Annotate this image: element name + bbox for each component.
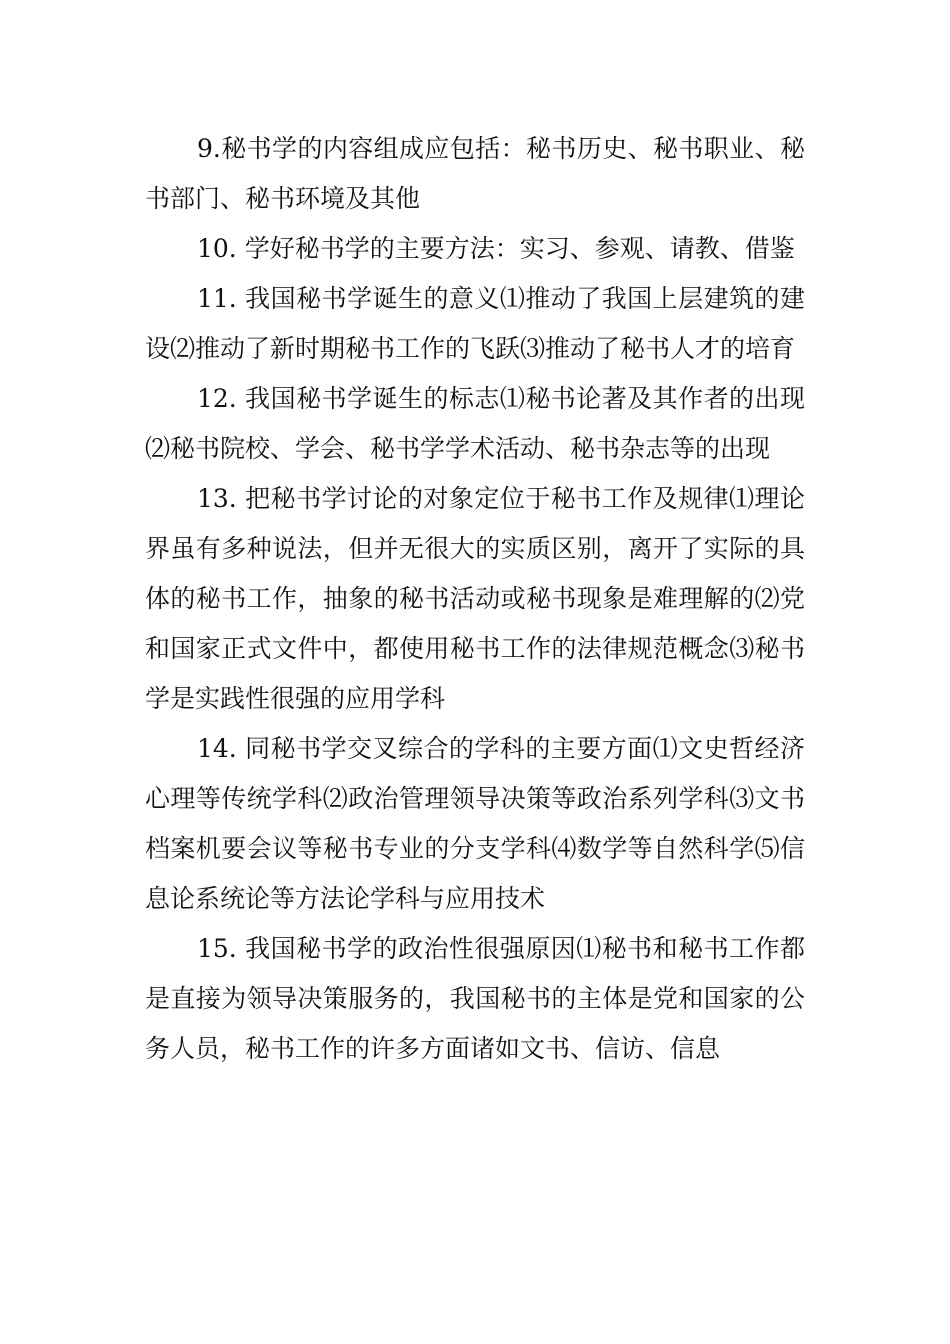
paragraph-12: 12. 我国秘书学诞生的标志⑴秘书论著及其作者的出现⑵秘书院校、学会、秘书学学术活动、秘书杂志等的出现 bbox=[145, 384, 805, 463]
paragraph-10: 10. 学好秘书学的主要方法：实习、参观、请教、借鉴 bbox=[197, 234, 795, 263]
document-body bbox=[145, 124, 805, 1074]
paragraph-15: 15. 我国秘书学的政治性很强原因⑴秘书和秘书工作都是直接为领导决策服务的，我国秘书的主体是党和国家的公务人员，秘书工作的许多方面诸如文书、信访、信息 bbox=[145, 934, 805, 1063]
paragraph-11: 11. 我国秘书学诞生的意义⑴推动了我国上层建筑的建设⑵推动了新时期秘书工作的飞跃⑶推动了秘书人才的培育 bbox=[145, 284, 805, 363]
paragraph-13: 13. 把秘书学讨论的对象定位于秘书工作及规律⑴理论界虽有多种说法，但并无很大的实质区别，离开了实际的具体的秘书工作，抽象的秘书活动或秘书现象是难理解的⑵党和国家正式文件中，都使用秘书工作的法律规范概念⑶秘书学是实践性很强的应用学科 bbox=[145, 484, 805, 713]
paragraph-9: 9.秘书学的内容组成应包括：秘书历史、秘书职业、秘书部门、秘书环境及其他 bbox=[145, 134, 805, 213]
paragraph-14: 14. 同秘书学交叉综合的学科的主要方面⑴文史哲经济心理等传统学科⑵政治管理领导决策等政治系列学科⑶文书档案机要会议等秘书专业的分支学科⑷数学等自然科学⑸信息论系统论等方法论学科与应用技术 bbox=[145, 734, 805, 913]
